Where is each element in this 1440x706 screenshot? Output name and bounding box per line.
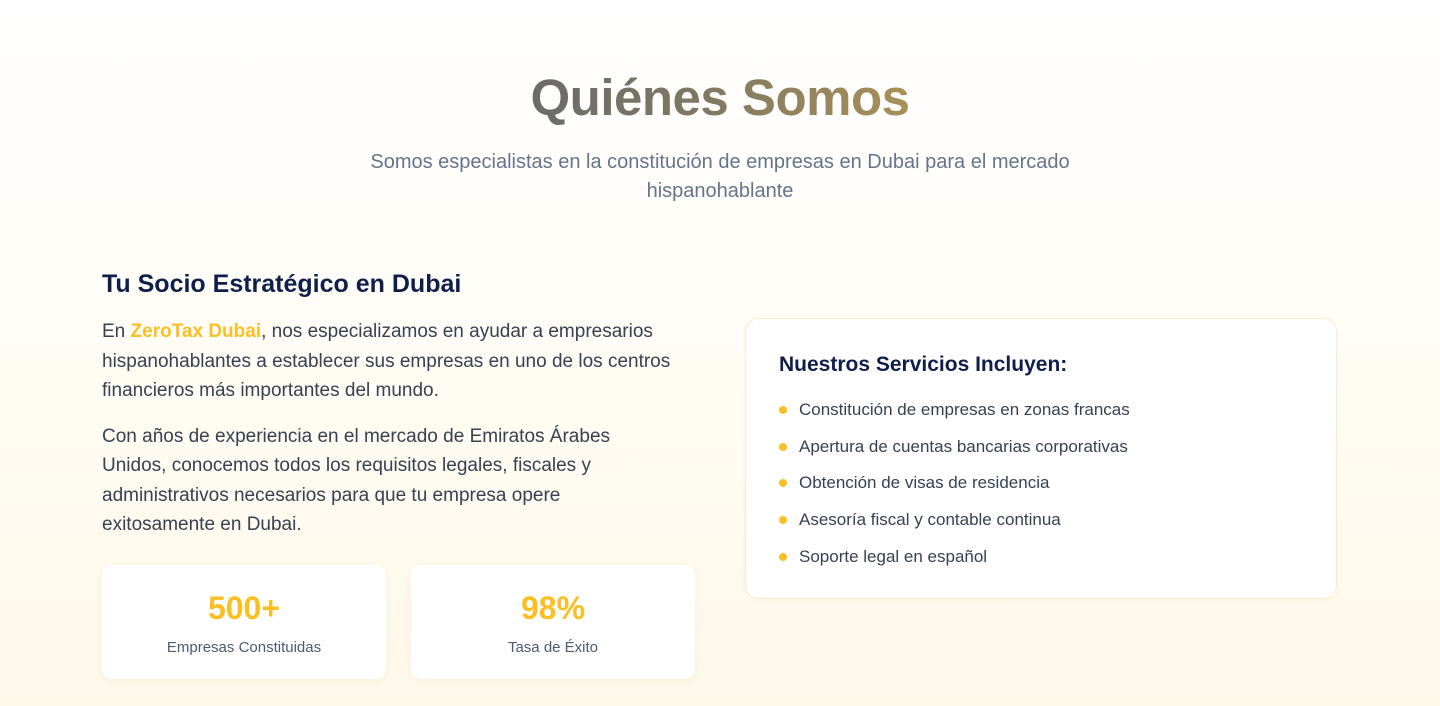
stat-label: Tasa de Éxito <box>507 638 599 656</box>
bullet-dot-icon <box>779 479 787 487</box>
about-paragraph-1 <box>102 317 672 406</box>
stats-row <box>102 565 696 679</box>
bullet-dot-icon <box>779 406 787 414</box>
page-subtitle: Somos especialistas en la constitución de empresas en Dubai para el mercado hispanohablante <box>370 151 1070 202</box>
bullet-dot-icon <box>779 553 787 561</box>
list-item <box>779 429 1304 466</box>
services-card <box>745 318 1337 599</box>
list-item <box>779 502 1304 539</box>
about-paragraph-2: Con años de experiencia en el mercado de Emiratos Árabes Unidos, conocemos todos los requisitos legales, fiscales y administrativos necesarios para que tu empresa opere exitosamente en Dubai. <box>102 425 611 535</box>
brand-name: ZeroTax Dubai <box>130 321 262 342</box>
bullet-dot-icon <box>779 443 787 451</box>
list-item <box>779 538 1304 575</box>
about-paragraph-1-prefix: En <box>102 321 131 342</box>
services-title: Nuestros Servicios Incluyen: <box>779 353 1068 376</box>
service-label: Soporte legal en español <box>799 546 988 566</box>
services-list <box>779 392 1304 575</box>
stat-card-success-rate <box>411 565 695 679</box>
bullet-dot-icon <box>779 516 787 524</box>
about-paragraph-1-suffix: , nos especializamos en ayudar a empresarios hispanohablantes a establecer sus empresas en uno de los centros financieros más importantes del mundo. <box>102 321 671 401</box>
service-label: Constitución de empresas en zonas francas <box>799 400 1130 420</box>
stat-value: 98% <box>520 589 586 626</box>
about-column <box>102 264 696 679</box>
service-label: Apertura de cuentas bancarias corporativas <box>799 436 1128 456</box>
list-item <box>779 392 1304 429</box>
page-title: Quiénes Somos <box>531 66 910 130</box>
section-header <box>0 66 1440 206</box>
list-item <box>779 465 1304 502</box>
service-label: Asesoría fiscal y contable continua <box>799 510 1061 530</box>
stat-value: 500+ <box>207 589 281 626</box>
about-heading: Tu Socio Estratégico en Dubai <box>102 270 462 298</box>
stat-label: Empresas Constituidas <box>166 638 322 656</box>
stat-card-companies <box>102 565 386 679</box>
service-label: Obtención de visas de residencia <box>799 473 1050 493</box>
